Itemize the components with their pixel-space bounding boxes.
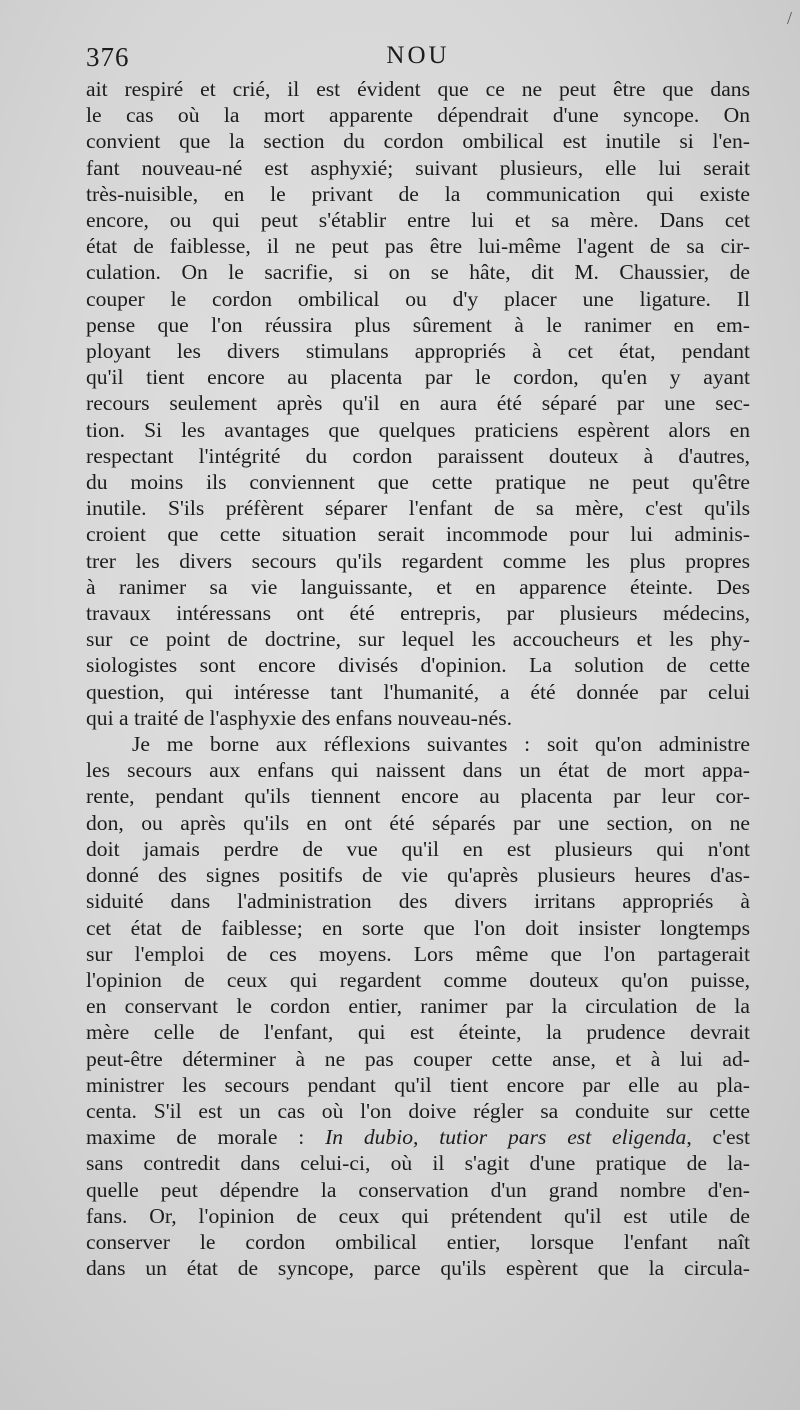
running-head: NOU (386, 42, 450, 69)
latin-line-end: , c'est (686, 1125, 750, 1150)
paragraph-2 (86, 731, 750, 1281)
text-line: respectant l'intégrité du cordon paraissent douteux à d'autres, (86, 443, 750, 468)
text-line: à ranimer sa vie languissante, et en apparence éteinte. Des (86, 574, 750, 599)
text-line: sans contredit dans celui-ci, où il s'agit d'une pratique de la- (86, 1151, 750, 1176)
text-line: ait respiré et crié, il est évident que ce ne peut être que dans (86, 77, 750, 101)
text-line: dans un état de syncope, parce qu'ils espèrent que la circula- (86, 1256, 750, 1281)
text-line: mère celle de l'enfant, qui est éteinte, la prudence devrait (86, 1020, 750, 1045)
text-line: conserver le cordon ombilical entier, lorsque l'enfant naît (86, 1229, 750, 1254)
text-line: Je me borne aux réflexions suivantes : soit qu'on administre (132, 732, 750, 757)
text-line: siduité dans l'administration des divers irritans appropriés à (86, 889, 750, 914)
paragraph-1 (86, 76, 750, 731)
text-line: qui a traité de l'asphyxie des enfans nouveau-nés. (86, 705, 513, 730)
text-line: trer les divers secours qu'ils regardent comme les plus propres (86, 548, 750, 573)
text-line: l'opinion de ceux qui regardent comme douteux qu'on puisse, (86, 967, 750, 992)
text-line: doit jamais perdre de vue qu'il en est plusieurs qui n'ont (86, 836, 750, 861)
text-line: croient que cette situation serait incommode pour lui adminis- (86, 522, 750, 547)
text-line: ministrer les secours pendant qu'il tient encore par elle au pla- (86, 1072, 750, 1097)
text-line: donné des signes positifs de vie qu'après plusieurs heures d'as- (86, 863, 750, 888)
text-line: travaux intéressans ont été entrepris, par plusieurs médecins, (86, 601, 750, 626)
text-line: convient que la section du cordon ombilical est inutile si l'en- (86, 129, 750, 154)
text-line: culation. On le sacrifie, si on se hâte, dit M. Chaussier, de (86, 260, 750, 285)
text-line: inutile. S'ils préfèrent séparer l'enfant de sa mère, c'est qu'ils (86, 496, 750, 521)
text-line: centa. S'il est un cas où l'on doive régler sa conduite sur cette (86, 1098, 750, 1123)
text-line: sur l'emploi de ces moyens. Lors même que l'on partagerait (86, 941, 750, 966)
text-line: fans. Or, l'opinion de ceux qui prétendent qu'il est utile de (86, 1203, 750, 1228)
text-line: quelle peut dépendre la conservation d'un grand nombre d'en- (86, 1177, 750, 1202)
latin-maxim: In dubio, tutior pars est eligenda (325, 1125, 687, 1150)
text-line: rente, pendant qu'ils tiennent encore au placenta par leur cor- (86, 784, 750, 809)
text-line: tion. Si les avantages que quelques praticiens espèrent alors en (86, 417, 750, 442)
text-line: siologistes sont encore divisés d'opinion. La solution de cette (86, 653, 750, 678)
text-line: peut-être déterminer à ne pas couper cette anse, et à lui ad- (86, 1046, 750, 1071)
text-line: pense que l'on réussira plus sûrement à le ranimer en em- (86, 312, 750, 337)
text-line: encore, ou qui peut s'établir entre lui et sa mère. Dans cet (86, 208, 750, 233)
text-line: don, ou après qu'ils en ont été séparés par une section, on ne (86, 810, 750, 835)
text-line: couper le cordon ombilical ou d'y placer une ligature. Il (86, 286, 750, 311)
page-corner-mark: / (786, 8, 792, 28)
text-line: fant nouveau-né est asphyxié; suivant plusieurs, elle lui serait (86, 155, 750, 180)
page-number: 376 (86, 42, 130, 72)
body-text (86, 76, 750, 1281)
text-line: très-nuisible, en le privant de la communication qui existe (86, 181, 750, 206)
latin-maxim-line (86, 1124, 750, 1150)
text-line: état de faiblesse, il ne peut pas être lui-même l'agent de sa cir- (86, 234, 750, 259)
latin-line-start: maxime de morale : (86, 1125, 326, 1150)
text-line: qu'il tient encore au placenta par le cordon, qu'en y ayant (86, 365, 750, 390)
text-line: cet état de faiblesse; en sorte que l'on doit insister longtemps (86, 915, 750, 940)
text-line: question, qui intéresse tant l'humanité, a été donnée par celui (86, 679, 750, 704)
text-line: les secours aux enfans qui naissent dans un état de mort appa- (86, 758, 750, 783)
text-line: recours seulement après qu'il en aura été séparé par une sec- (86, 391, 750, 416)
text-line: le cas où la mort apparente dépendrait d'une syncope. On (86, 103, 750, 128)
text-line: du moins ils conviennent que cette pratique ne peut qu'être (86, 470, 750, 495)
page-header (86, 42, 750, 78)
text-line: en conservant le cordon entier, ranimer par la circulation de la (86, 994, 750, 1019)
text-line: sur ce point de doctrine, sur lequel les accoucheurs et les phy- (86, 627, 750, 652)
text-line: ployant les divers stimulans appropriés à cet état, pendant (86, 339, 750, 364)
